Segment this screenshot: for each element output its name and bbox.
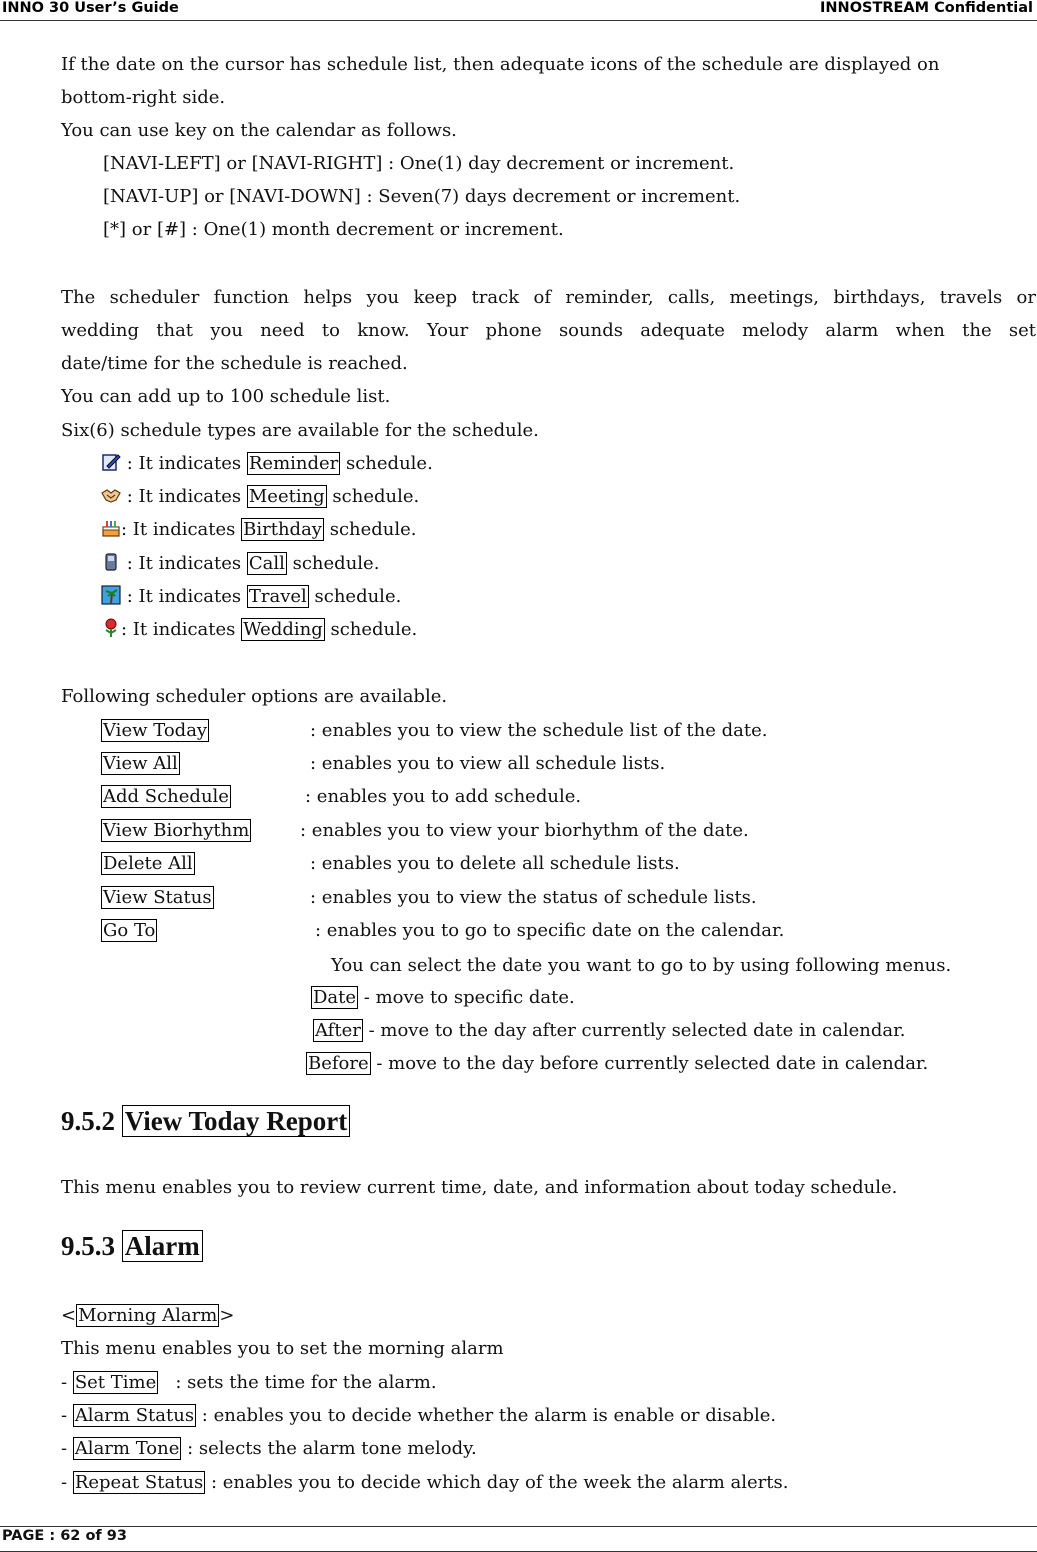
alarm-item-alarm-tone: - Alarm Tone : selects the alarm tone melody. [61,1438,477,1459]
scheduler-line-1: The scheduler function helps you keep track of reminder, calls, meetings, birthdays, travels or [61,287,1036,308]
alarm-item-set-time: - Set Time : sets the time for the alarm. [61,1372,437,1393]
section-9-5-3-heading: 9.5.3 Alarm [61,1228,203,1264]
alarm-item-alarm-status: - Alarm Status : enables you to decide whether the alarm is enable or disable. [61,1405,777,1426]
option-delete-all: Delete All [103,853,193,874]
page-header [0,0,1037,21]
flower-icon [101,618,121,638]
type-wedding: : It indicates Wedding schedule. [101,618,417,642]
option-go-to: Go To [103,920,156,941]
handshake-icon [101,485,121,505]
page-footer [0,1526,1037,1552]
intro-line-1: If the date on the cursor has schedule list, then adequate icons of the schedule are displayed on [61,54,940,75]
option-desc: : enables you to go to specific date on the calendar. [315,920,785,941]
phone-icon [101,552,121,572]
option-desc: : enables you to delete all schedule lists. [310,853,680,874]
type-meeting: : It indicates Meeting schedule. [101,485,419,509]
memo-icon [101,452,121,472]
page-number: PAGE : 62 of 93 [2,1528,127,1544]
option-view-today: View Today [103,720,208,741]
option-view-biorhythm: View Biorhythm [103,820,250,841]
option-desc: : enables you to add schedule. [305,786,582,807]
key-row: [NAVI-UP] or [NAVI-DOWN] : Seven(7) days decrement or increment. [103,186,741,207]
option-add-schedule: Add Schedule [103,786,229,807]
option-view-all: View All [103,753,178,774]
section-9-5-2-body: This menu enables you to review current time, date, and information about today schedule. [61,1177,898,1198]
header-confidential: INNOSTREAM Confidential [820,0,1033,16]
type-birthday: : It indicates Birthday schedule. [101,518,417,542]
scheduler-line-3: date/time for the schedule is reached. [61,353,408,374]
cake-icon [101,518,121,538]
scheduler-line-5: Six(6) schedule types are available for the schedule. [61,420,539,441]
option-desc: : enables you to view all schedule lists. [310,753,666,774]
alarm-item-repeat-status: - Repeat Status : enables you to decide which day of the week the alarm alerts. [61,1472,789,1493]
type-call: : It indicates Call schedule. [101,552,379,576]
subheading-morning-alarm: < Morning Alarm > [61,1305,235,1326]
palm-tree-icon [101,585,121,605]
goto-item-before: Before - move to the day before currently selected date in calendar. [308,1053,929,1074]
goto-item-date: Date - move to specific date. [313,987,575,1008]
scheduler-line-2: wedding that you need to know. Your phone sounds adequate melody alarm when the set [61,320,1036,341]
option-desc: : enables you to view the status of schedule lists. [310,887,757,908]
options-intro: Following scheduler options are available. [61,686,448,707]
intro-line-2: bottom-right side. [61,87,226,108]
intro-line-3: You can use key on the calendar as follows. [61,120,457,141]
section-9-5-3-body: This menu enables you to set the morning alarm [61,1338,504,1359]
goto-item-after: After - move to the day after currently selected date in calendar. [315,1020,906,1041]
key-row: [NAVI-LEFT] or [NAVI-RIGHT] : One(1) day decrement or increment. [103,153,735,174]
header-title: INNO 30 User’s Guide [2,0,179,16]
goto-intro: You can select the date you want to go to by using following menus. [331,955,952,976]
scheduler-line-4: You can add up to 100 schedule list. [61,386,391,407]
option-desc: : enables you to view the schedule list of the date. [310,720,768,741]
type-travel: : It indicates Travel schedule. [101,585,401,609]
option-view-status: View Status [103,887,212,908]
section-9-5-2-heading: 9.5.2 View Today Report [61,1103,350,1139]
type-reminder: : It indicates Reminder schedule. [101,452,433,476]
key-row: [*] or [#] : One(1) month decrement or increment. [103,219,564,240]
option-desc: : enables you to view your biorhythm of the date. [300,820,749,841]
